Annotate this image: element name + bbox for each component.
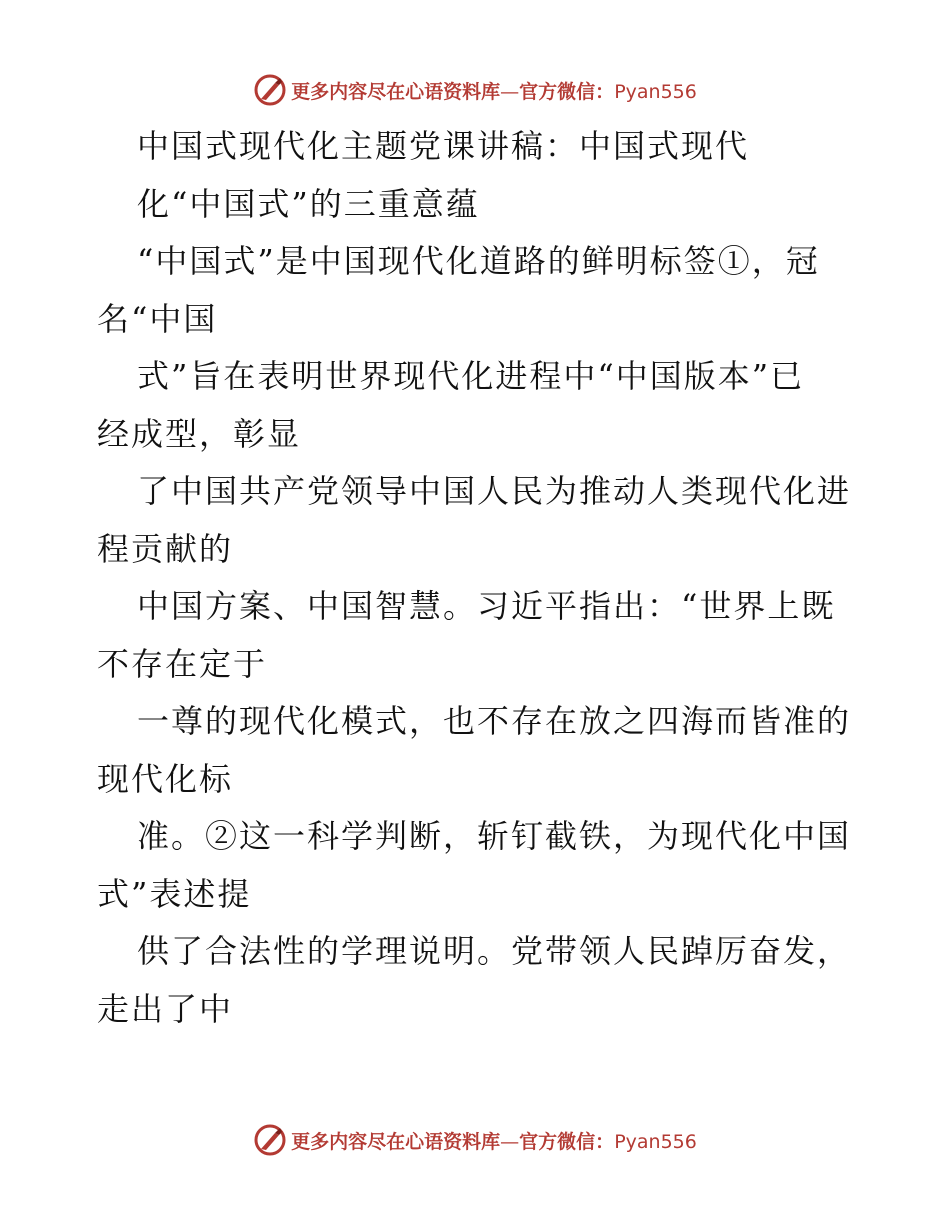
- watermark-text: 更多内容尽在心语资料库—官方微信：Pyan556: [291, 80, 697, 103]
- text-line: 经成型，彰显: [97, 414, 302, 453]
- text-line: 程贡献的: [97, 529, 234, 568]
- text-line: 化“中国式”的三重意蕴: [137, 184, 480, 223]
- text-line: 现代化标: [97, 759, 234, 798]
- text-line: 名“中国: [97, 299, 218, 338]
- text-line: 一尊的现代化模式，也不存在放之四海而皆准的: [137, 702, 852, 740]
- header-watermark: [0, 70, 950, 110]
- text-line: 中国式现代化主题党课讲稿：中国式现代: [137, 127, 750, 165]
- pen-logo-icon: [253, 73, 287, 107]
- pen-logo-icon: [253, 1123, 287, 1157]
- text-line: 准。②这一科学判断，斩钉截铁，为现代化中国: [137, 817, 852, 855]
- footer-watermark: [0, 1120, 950, 1160]
- text-line: 式”旨在表明世界现代化进程中“中国版本”已: [137, 357, 805, 395]
- text-line: 不存在定于: [97, 644, 268, 683]
- text-line: 中国方案、中国智慧。习近平指出：“世界上既: [137, 587, 836, 625]
- watermark-text: 更多内容尽在心语资料库—官方微信：Pyan556: [291, 1130, 697, 1153]
- text-line: 供了合法性的学理说明。党带领人民踔厉奋发，: [137, 932, 852, 970]
- text-line: 走出了中: [97, 989, 234, 1028]
- text-line: “中国式”是中国现代化道路的鲜明标签①，冠: [137, 242, 820, 280]
- document-body: [97, 118, 852, 1038]
- text-line: 式”表述提: [97, 874, 252, 913]
- text-line: 了中国共产党领导中国人民为推动人类现代化进: [137, 472, 852, 510]
